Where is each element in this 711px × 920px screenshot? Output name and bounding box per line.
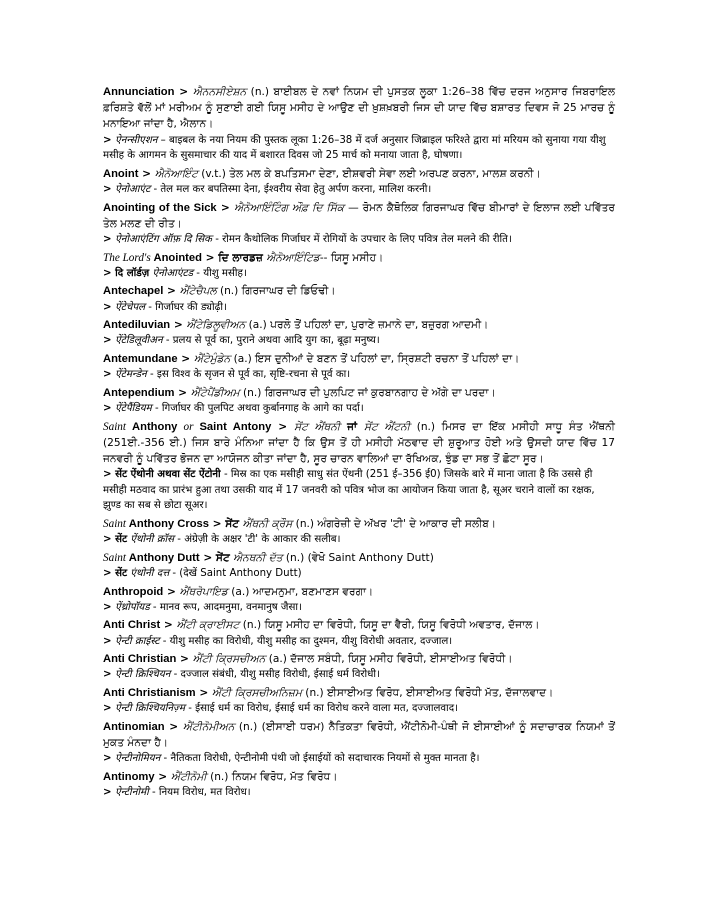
headword: Annunciation <box>103 86 175 98</box>
dictionary-entry <box>103 651 615 683</box>
transliteration: ऐन्टी क्रिश्चियनिज़्म <box>115 703 185 715</box>
transliteration: ਐਂਥਨੀ ਕ੍ਰੌਸ <box>242 517 293 530</box>
definition-text: - इस विश्व के सृजन से पूर्व का, सृष्टि-रचना से पूर्व का। <box>146 369 351 381</box>
transliteration: ਐਨਨਸੀਏਸ਼ਨ <box>192 86 247 98</box>
dictionary-entry <box>103 584 615 616</box>
transliteration: ਐਂਟੀ ਕ੍ਰਿਸਚੀਅਨਿਜ਼ਮ <box>211 686 302 699</box>
arrow-marker: > <box>103 753 116 765</box>
punjabi-definition <box>103 719 615 751</box>
hindi-definition <box>103 532 615 548</box>
bold-term: ਦਿ ਲਾਰਡਜ਼ <box>218 251 263 264</box>
dictionary-entry <box>103 617 615 649</box>
arrow-marker: > <box>174 386 191 399</box>
definition-text: (n.) (ਵੇਖੋ Saint Anthony Dutt) <box>282 551 434 564</box>
arrow-marker: > <box>201 251 219 264</box>
transliteration: ऐन्टीनोमियन <box>115 753 161 765</box>
arrow-marker: > <box>195 686 212 699</box>
arrow-marker: > <box>103 635 116 647</box>
transliteration: ਐਂਟੀ ਕ੍ਰਿਸਚੀਅਨ <box>192 653 266 666</box>
arrow-marker: > <box>103 134 116 146</box>
transliteration: एंथोनी दत्त <box>130 567 170 579</box>
definition-text: - रोमन कैथोलिक गिर्जाघर में रोगियों के उपचार के लिए पवित्र तेल मलने की रीति। <box>211 234 512 245</box>
punjabi-definition <box>103 419 615 468</box>
headword: Anointing of the Sick <box>103 201 217 214</box>
bold-term: दि लॉर्डज़ <box>115 267 150 279</box>
headword-prefix: or <box>177 420 200 433</box>
definition-text: — ਰੋਮਨ ਕੈਥੋਲਿਕ ਗਿਰਜਾਘਰ ਵਿੱਚ ਬੀਮਾਰਾਂ ਦੇ ਇਲਾਜ ਲਈ ਪਵਿੱਤਰ ਤੇਲ ਮਲਣ ਦੀ ਰੀਤ। <box>103 201 615 230</box>
definition-text: (n.) ਮਿਸਰ ਦਾ ਇੱਕ ਮਸੀਹੀ ਸਾਧੂ ਸੰਤ ਐਂਥਨੀ (251ਈ.-356 ਈ.) ਜਿਸ ਬਾਰੇ ਮੰਨਿਆ ਜਾਂਦਾ ਹੈ ਕਿ ਉਸ ਤੋਂ ਹੀ ਮਸੀਹੀ ਮੱਠਵਾਦ ਦੀ ਸ਼ੁਰੂਆਤ ਹੋਈ ਅਤੇ ਉਸਦੀ ਯਾਦ ਵਿੱਚ 17 ਜਨਵਰੀ ਨੂੰ ਪਵਿੱਤਰ ਭੋਜਨ ਦਾ ਆਯੋਜਨ ਕੀਤਾ ਜਾਂਦਾ ਹੈ, ਸੂਰ ਚਾਰਨ ਵਾਲਿਆਂ ਦਾ ਰੱਖਿਅਕ, ਝੁੰਡ ਦਾ ਸਭ ਤੋਂ ਛੋਟਾ ਸੂਰ। <box>103 420 615 465</box>
bold-term: ਸੇਂਟ <box>225 517 240 530</box>
transliteration: ਐਂਟੇਡਿਲੂਵੀਅਨ <box>186 319 246 332</box>
punjabi-definition <box>103 84 615 133</box>
dictionary-entry <box>103 200 615 248</box>
hindi-definition <box>103 566 615 582</box>
arrow-marker: > <box>170 319 187 332</box>
hindi-definition <box>103 634 615 650</box>
definition-text: (n.) (ਈਸਾਈ ਧਰਮ) ਨੈਤਿਕਤਾ ਵਿਰੋਧੀ, ਐਂਟੀਨੋਮੀ-ਪੰਥੀ ਜੋ ਈਸਾਈਆਂ ਨੂੰ ਸਦਾਚਾਰਕ ਨਿਯਮਾਂ ਤੋਂ ਮੁਕਤ ਮੰਨਦਾ ਹੈ। <box>103 720 615 749</box>
arrow-marker: > <box>103 469 116 481</box>
punjabi-definition <box>103 351 615 367</box>
transliteration: ਐਨੋਆਇੰਟ <box>154 167 198 180</box>
definition-text: (n.) ਈਸਾਈਅਤ ਵਿਰੋਧ, ਈਸਾਈਅਤ ਵਿਰੋਧੀ ਮੱਤ, ਦੱਜਾਲਵਾਦ। <box>301 686 554 699</box>
definition-text: - अंग्रेज़ी के अक्षर 'टी' के आकार की सलीब। <box>174 534 341 546</box>
arrow-marker: > <box>103 267 116 279</box>
arrow-marker: > <box>160 619 177 632</box>
definition-text: (n.) ਯਿਸੂ ਮਸੀਹ ਦਾ ਵਿਰੋਧੀ, ਯਿਸੂ ਦਾ ਵੈਰੀ, ਯਿਸੂ ਵਿਰੋਧੀ ਅਵਤਾਰ, ਦੱਜਾਲ। <box>239 619 540 632</box>
punjabi-definition <box>103 250 615 266</box>
transliteration: ਸੇਂਟ ਐਂਟਨੀ <box>363 420 411 433</box>
transliteration: ਐਂਟੀਨੋਮੀ <box>170 770 207 783</box>
dictionary-entry <box>103 516 615 548</box>
transliteration: ऐनन्सीएशन <box>115 134 158 146</box>
punjabi-definition <box>103 550 615 566</box>
transliteration: ਐਂਥਰੋਪਾਇਡ <box>179 585 228 598</box>
headword: Anointed <box>153 251 202 264</box>
headword: Anthony Dutt <box>128 551 200 564</box>
hindi-definition <box>103 333 615 349</box>
definition-text: (n.) ਬਾਈਬਲ ਦੇ ਨਵਾਂ ਨਿਯਮ ਦੀ ਪੁਸਤਕ ਲੂਕਾ 1:26–38 ਵਿੱਚ ਦਰਜ ਅਨੁਸਾਰ ਜਿਬਰਾਇਲ ਫ਼ਰਿਸ਼ਤੇ ਵੱਲੋਂ ਮਾਂ ਮਰੀਅਮ ਨੂੰ ਸੁਣਾਈ ਗਈ ਯਿਸੂ ਮਸੀਹ ਦੇ ਆਉਣ ਦੀ ਖ਼ੁਸ਼ਖ਼ਬਰੀ ਜਿਸ ਦੀ ਯਾਦ ਵਿੱਚ ਬਸ਼ਾਰਤ ਦਿਵਸ ਜੋ 25 ਮਾਰਚ ਨੂੰ ਮਨਾਇਆ ਜਾਂਦਾ ਹੈ, ਐਲਾਨ। <box>103 86 615 131</box>
transliteration: ਸੇਂਟ ਐਂਥਨੀ <box>294 420 341 433</box>
arrow-marker: > <box>174 86 193 98</box>
headword: Saint Antony <box>199 420 272 433</box>
punjabi-definition <box>103 769 615 785</box>
headword: Antependium <box>103 386 175 399</box>
transliteration: ऐंथोनी क्रॉस <box>130 534 175 546</box>
transliteration: ਐਨੋਆਇੰਟਿੰਗ ਔਫ਼ ਦਿ ਸਿੱਕ <box>234 201 345 214</box>
definition-text: - गिर्जाघर की ड्योढ़ी। <box>145 301 227 313</box>
definition-text: – बाइबल के नया नियम की पुस्तक लूका 1:26–38 में दर्ज अनुसार जिब्राइल फरिश्ते द्वारा मां मरियम को सुनाया गया यीशु मसीह के आगमन के सुसमाचार की याद में बशारत दिवस जो 25 मार्च को मनाया जाता है, घोषणा। <box>103 134 606 162</box>
headword: Anthony <box>132 420 178 433</box>
bold-term: सेंट <box>115 567 128 579</box>
definition-text: (a.) ਦੱਜਾਲ ਸਬੰਧੀ, ਯਿਸੂ ਮਸੀਹ ਵਿਰੋਧੀ, ਈਸਾਈਅਤ ਵਿਰੋਧੀ। <box>265 653 513 666</box>
punjabi-definition <box>103 685 615 701</box>
punjabi-definition <box>103 166 615 182</box>
headword: Anti Christian <box>103 653 177 666</box>
arrow-marker: > <box>103 234 116 245</box>
transliteration: ऐन्टी क्रिश्चियन <box>115 669 171 681</box>
arrow-marker: > <box>103 703 116 715</box>
dictionary-entry <box>103 166 615 198</box>
bold-term: सेंट <box>115 534 128 546</box>
dictionary-entry <box>103 351 615 383</box>
definition-text: (a.) ਪਰਲੋ ਤੋਂ ਪਹਿਲਾਂ ਦਾ, ਪੁਰਾਣੇ ਜ਼ਮਾਨੇ ਦਾ, ਬਜ਼ੁਰਗ ਆਦਮੀ। <box>245 319 489 332</box>
punjabi-definition <box>103 317 615 333</box>
arrow-marker: > <box>208 517 226 530</box>
hindi-definition <box>103 467 615 514</box>
bold-term: ਜਾਂ <box>340 420 364 433</box>
definition-text: - दज्जाल संबंधी, यीशु मसीह विरोधी, ईसाई धर्म विरोधी। <box>170 669 380 681</box>
transliteration: ਐਨੋਆਇੰਟਿਡ <box>266 251 320 264</box>
headword: Antinomy <box>103 770 155 783</box>
definition-text: -- ਯਿਸੂ ਮਸੀਹ। <box>319 251 384 264</box>
arrow-marker: > <box>216 201 235 214</box>
transliteration: ऐंथ्रोपॉयड <box>115 601 150 613</box>
arrow-marker: > <box>103 534 116 546</box>
hindi-definition <box>103 701 615 717</box>
arrow-marker: > <box>163 285 180 298</box>
transliteration: ऐनोआएंटिंग ऑफ़ दि सिक <box>115 234 212 245</box>
punjabi-definition <box>103 200 615 232</box>
transliteration: ऐन्टी क्राईस्ट <box>115 635 160 647</box>
arrow-marker: > <box>103 402 116 414</box>
bold-term: ਸੇਂਟ <box>215 551 230 564</box>
headword: Antinomian <box>103 720 165 733</box>
headword: Antemundane <box>103 352 178 365</box>
definition-text: - नियम विरोध, मत विरोध। <box>148 786 251 798</box>
arrow-marker: > <box>164 720 183 733</box>
arrow-marker: > <box>138 167 155 180</box>
transliteration: ਐਂਟੇਮੁੰਡੇਨ <box>193 352 231 365</box>
arrow-marker: > <box>103 669 116 681</box>
hindi-definition <box>103 600 615 616</box>
transliteration: ऐंटेचेपल <box>115 301 146 313</box>
transliteration: ऐंटेमन्डेन <box>115 369 147 381</box>
transliteration: ਐਂਟੇਪੈਂਡੀਅਮ <box>190 386 240 399</box>
arrow-marker: > <box>103 786 116 798</box>
hindi-definition <box>103 133 615 164</box>
dictionary-entry <box>103 550 615 582</box>
headword-prefix: The Lord's <box>103 251 154 264</box>
punjabi-definition <box>103 584 615 600</box>
punjabi-definition <box>103 651 615 667</box>
headword-prefix: Saint <box>103 517 129 530</box>
arrow-marker: > <box>163 585 180 598</box>
dictionary-page <box>103 84 615 803</box>
hindi-definition <box>103 751 615 767</box>
dictionary-entry <box>103 685 615 717</box>
arrow-marker: > <box>103 335 116 347</box>
definition-text: (n.) ਨਿਯਮ ਵਿਰੋਧ, ਮੱਤ ਵਿਰੋਧ। <box>206 770 338 783</box>
definition-text: - मिस्र का एक मसीही साधु संत ऐंथनी (251 ई–356 ई0) जिसके बारे में माना जाता है कि उससे ही मसीही मठवाद का प्रारंभ हुआ तथा उसकी याद में 17 जनवरी को पवित्र भोज का आयोजन किया जाता है, सूअर चराने वालों का रक्षक, झुण्ड का सब से छोटा सूअर। <box>103 469 595 512</box>
definition-text: (a.) ਇਸ ਦੁਨੀਆਂ ਦੇ ਬਣਨ ਤੋਂ ਪਹਿਲਾਂ ਦਾ, ਸ੍ਰਿਸ਼ਟੀ ਰਚਨਾ ਤੋਂ ਪਹਿਲਾਂ ਦਾ। <box>230 352 520 365</box>
definition-text: (n.) ਗਿਰਜਾਘਰ ਦੀ ਪੁਲਪਿਟ ਜਾਂ ਕੁਰਬਾਨਗਾਹ ਦੇ ਅੱਗੇ ਦਾ ਪਰਦਾ। <box>239 386 496 399</box>
transliteration: ऐनोआएंट <box>115 184 151 195</box>
punjabi-definition <box>103 385 615 401</box>
definition-text: - तेल मल कर बपतिस्मा देना, ईश्वरीय सेवा हेतु अर्पण करना, मालिश करनी। <box>150 184 432 195</box>
definition-text: - ईसाई धर्म का विरोध, ईसाई धर्म का विरोध करने वाला मत, दज्जालवाद। <box>184 703 458 715</box>
arrow-marker: > <box>103 601 116 613</box>
punjabi-definition <box>103 617 615 633</box>
definition-text: (n.) ਅੰਗਰੇਜ਼ੀ ਦੇ ਅੱਖਰ 'ਟੀ' ਦੇ ਆਕਾਰ ਦੀ ਸਲੀਬ। <box>292 517 497 530</box>
definition-text: - यीशु मसीह का विरोधी, यीशु मसीह का दुश्मन, यीशु विरोधी अवतार, दज्जाल। <box>159 635 453 647</box>
definition-text: - (देखें Saint Anthony Dutt) <box>169 567 302 579</box>
headword: Anthropoid <box>103 585 164 598</box>
arrow-marker: > <box>199 551 216 564</box>
headword: Antechapel <box>103 285 164 298</box>
dictionary-entry <box>103 385 615 417</box>
definition-text: - नैतिकता विरोधी, ऐन्टीनोमी पंथी जो ईसाईयों को सदाचारक नियमों से मुक्त मानता है। <box>160 753 480 765</box>
transliteration: ਐਂਟੀ ਕ੍ਰਾਈਸਟ <box>176 619 240 632</box>
arrow-marker: > <box>154 770 171 783</box>
dictionary-entry <box>103 769 615 801</box>
hindi-definition <box>103 401 615 417</box>
punjabi-definition <box>103 283 615 299</box>
headword: Antediluvian <box>103 319 171 332</box>
transliteration: ऐनोआएंटड <box>152 267 194 279</box>
transliteration: ऐंटेपैंडियम <box>115 402 152 414</box>
transliteration: ਐਨਥਨੀ ਦੱਤ <box>233 551 283 564</box>
hindi-definition <box>103 300 615 316</box>
definition-text: - प्रलय से पूर्व का, पुराने अथवा आदि युग का, बूढ़ा मनुष्य। <box>162 335 380 347</box>
hindi-definition <box>103 232 615 248</box>
headword: Anoint <box>103 167 139 180</box>
arrow-marker: > <box>177 352 194 365</box>
dictionary-entry <box>103 719 615 767</box>
dictionary-entry <box>103 317 615 349</box>
arrow-marker: > <box>103 184 116 195</box>
transliteration: ਐਂਟੇਚੈਪਲ <box>179 285 217 298</box>
dictionary-entry <box>103 84 615 164</box>
definition-text: - मानव रूप, आदमनुमा, वनमानुष जैसा। <box>149 601 302 613</box>
definition-text: (v.t.) ਤੇਲ ਮਲ ਕੇ ਬਪਤਿਸਮਾ ਦੇਣਾ, ਈਸ਼ਵਰੀ ਸੇਵਾ ਲਈ ਅਰਪਣ ਕਰਨਾ, ਮਾਲਸ਼ ਕਰਨੀ। <box>197 167 541 180</box>
arrow-marker: > <box>103 567 116 579</box>
transliteration: ऐन्टीनोमी <box>115 786 149 798</box>
definition-text: - यीशु मसीह। <box>193 267 247 279</box>
hindi-definition <box>103 266 615 282</box>
hindi-definition <box>103 367 615 383</box>
dictionary-entry <box>103 250 615 282</box>
transliteration: ऐंटेडिलूवीअन <box>115 335 163 347</box>
headword-prefix: Saint <box>103 420 133 433</box>
arrow-marker: > <box>271 420 295 433</box>
hindi-definition <box>103 785 615 801</box>
arrow-marker: > <box>103 301 116 313</box>
bold-term: सेंट ऐंथोनी अथवा सेंट ऐंटोनी <box>115 469 221 481</box>
definition-text: (n.) ਗਿਰਜਾਘਰ ਦੀ ਡਿਓਢੀ। <box>216 285 336 298</box>
dictionary-entry <box>103 419 615 514</box>
dictionary-entry <box>103 283 615 315</box>
hindi-definition <box>103 182 615 198</box>
headword: Anti Christianism <box>103 686 196 699</box>
arrow-marker: > <box>103 369 116 381</box>
arrow-marker: > <box>176 653 193 666</box>
headword: Anti Christ <box>103 619 161 632</box>
transliteration: ਐਂਟੀਨੋਮੀਅਨ <box>182 720 235 733</box>
headword-prefix: Saint <box>103 551 129 564</box>
definition-text: (a.) ਆਦਮਨੁਮਾ, ਬਣਮਾਣਸ ਵਰਗਾ। <box>227 585 374 598</box>
punjabi-definition <box>103 516 615 532</box>
definition-text: - गिर्जाघर की पुलपिट अथवा कुर्बानगाह के आगे का पर्दा। <box>151 402 364 414</box>
headword: Anthony Cross <box>128 517 209 530</box>
hindi-definition <box>103 667 615 683</box>
